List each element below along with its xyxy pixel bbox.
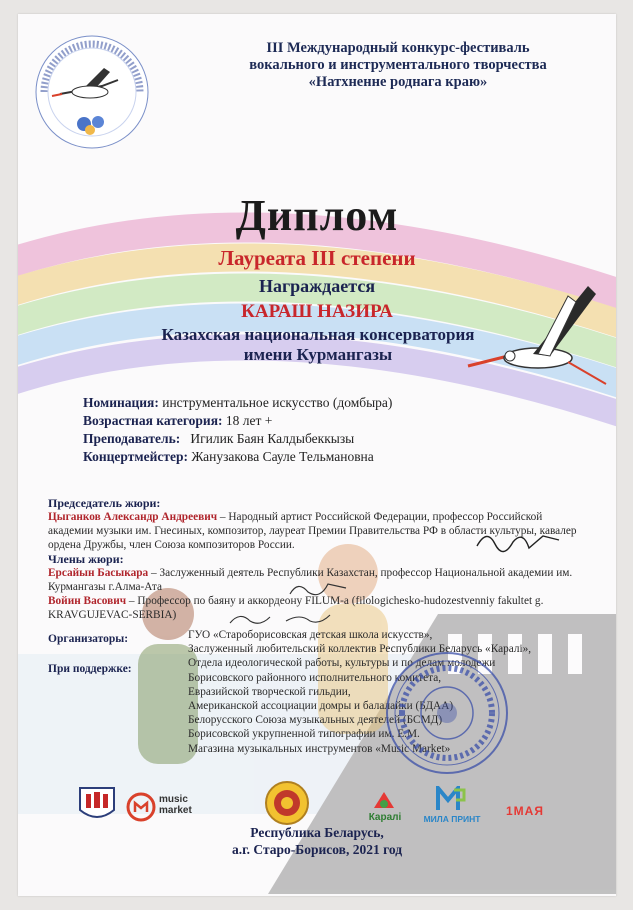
jury-member-1-desc: – Заслуженный деятель Республики Казахстан, профессор Национальной академии им. Курмангазы г.Алма-Ата [48,567,573,593]
music-market-line-2: market [159,805,192,816]
recipient-name: КАРАШ НАЗИРА [241,301,393,322]
jury-member-2-desc: – Профессор по баяну и аккордеону FILUM-a (filologichesko-hudozestvenniy fakultet g. KRAVGUJEVAC-SERBIA) [48,595,544,621]
teacher-row [83,430,392,448]
music-market-logo [126,792,206,828]
teacher-value: Игилик Баян Калдыбеккызы [190,431,355,446]
jury-block [48,496,588,622]
music-market-text [159,794,192,816]
footer-line-2: а.г. Старо-Борисов, 2021 год [231,842,403,857]
accompanist-row [83,448,392,466]
jury-chair-desc: – Народный артист Российской Федерации, профессор Российской академии музыки им. Гнесиных, композитор, лауреат Премии Правительства РФ в области культуры, кавалер ордена Дружбы, член Союза композиторов России. [48,511,577,551]
age-value: 18 лет + [225,413,273,428]
festival-round-logo [264,780,310,826]
chair-signature [473,526,563,558]
karali-icon [372,790,396,810]
jury-chair-label: Председатель жюри: [48,496,161,510]
nomination-value: инструментальное искусство (домбыра) [162,395,393,410]
nomination-label: Номинация: [83,395,159,410]
diploma-title: Диплом [235,191,399,240]
support-label: При поддержке: [48,663,132,675]
jury-chair-name: Цыганков Александр Андреевич [48,511,218,523]
participant-info [83,394,392,466]
institution [108,325,528,365]
music-market-icon [126,792,156,822]
footer-place-date [18,824,616,858]
member1-signature [286,576,356,602]
teacher-label: Преподаватель: [83,431,181,446]
support-item-3: Евразийской творческой гильдии, [188,685,351,698]
jury-members-label: Члены жюри: [48,552,124,566]
institution-line-2: имени Курмангазы [243,345,393,364]
organizer-item-1: ГУО «Староборисовская детская школа искусств», [188,629,433,641]
footer-line-1: Республика Беларусь, [250,825,384,840]
jury-member-1-name: Ерсайын Басыкара [48,567,149,579]
age-row [83,412,392,430]
institution-line-1: Казахская национальная консерватория [161,325,475,344]
support-item-2: Борисовского районного исполнительного комитета, [188,671,442,684]
official-stamp [382,648,512,778]
awarded-label: Награждается [258,276,376,296]
support-item-7: Магазина музыкальных инструментов «Music Market» [188,742,451,755]
festival-header [188,40,608,91]
accompanist-label: Концертмейстер: [83,449,188,464]
mila-print-text: МИЛА ПРИНТ [423,814,481,824]
support-item-5: Белорусского Союза музыкальных деятелей (БСМД) [188,714,443,727]
music-market-line-1: music [159,794,188,805]
member2-signature [226,609,336,629]
organizer-item-2: Заслуженный любительский коллектив Республики Беларусь «Каралі», [188,643,532,656]
festival-emblem-logo [32,32,152,152]
first-may-logo: 1МАЯ [506,804,544,818]
coat-of-arms-logo [76,784,118,826]
header-line-3: «Натхненне роднага краю» [308,74,488,90]
support-item-6: Борисовской укрупненной типографии им. Е.М. [188,728,420,741]
accompanist-value: Жанузакова Сауле Тельмановна [191,449,374,464]
header-line-2: вокального и инструментального творчества [249,57,547,73]
jury-member-2-name: Войин Васович [48,595,127,607]
laureate-degree: Лауреата III степени [218,246,416,270]
karali-text: Каралі [368,812,402,823]
support-item-4: Американской ассоциации домры и балалайки (БДАА) [188,700,454,713]
organizers-label: Организаторы: [48,633,129,645]
header-line-1: III Международный конкурс-фестиваль [266,40,530,56]
mila-print-icon [436,786,466,812]
diploma-sheet [18,14,616,896]
nomination-row [83,394,392,412]
age-label: Возрастная категория: [83,413,223,428]
support-item-1: Отдела идеологической работы, культуры и по делам молодежи [188,657,496,670]
